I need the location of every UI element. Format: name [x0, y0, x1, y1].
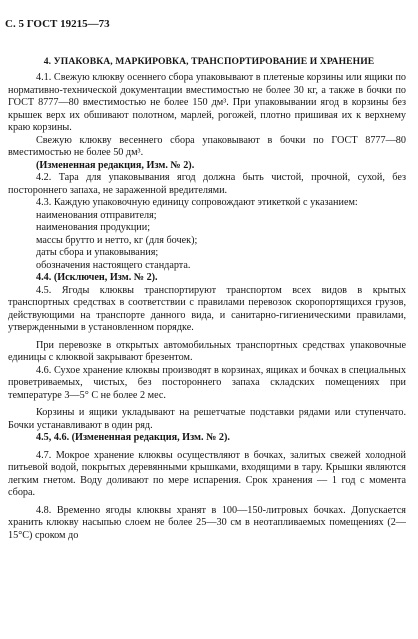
paragraph-4-2: 4.2. Тара для упаковывания ягод должна быть чистой, прочной, сухой, без постороннего запаха, не зараженной вредителями. — [8, 172, 406, 196]
document-body — [8, 72, 406, 542]
amendment-note-1: (Измененная редакция, Изм. № 2). — [36, 159, 195, 171]
list-item: наименования отправителя; — [36, 209, 157, 221]
paragraph-4-8: 4.8. Временно ягоды клюквы хранят в 100—150-литровых бочках. Допускается хранить клюкву насыпью слоем не более 25—30 см в неотапливаемых помещениях (2—15°С) сроком до — [8, 504, 406, 541]
paragraph-4-5-open-transport: При перевозке в открытых автомобильных транспортных средствах упаковочные единицы с клюквой закрывают брезентом. — [8, 339, 406, 363]
list-item: даты сбора и упаковывания; — [36, 247, 159, 258]
label-contents-list — [8, 210, 406, 273]
paragraph-4-4: 4.4. (Исключен, Изм. № 2). — [36, 272, 158, 283]
page-header: С. 5 ГОСТ 19215—73 — [5, 18, 110, 30]
list-item: массы брутто и нетто, кг (для бочек); — [36, 234, 198, 246]
paragraph-4-5: 4.5. Ягоды клюквы транспортируют транспортом всех видов в крытых транспортных средствах в соответствии с правилами перевозок скоропортящихся грузов, действующими на транспорте данного вида, и санитарно-гигиеническими правилами, утвержденными в установленном порядке. — [8, 284, 406, 333]
section-title: 4. УПАКОВКА, МАРКИРОВКА, ТРАНСПОРТИРОВАНИЕ И ХРАНЕНИЕ — [43, 56, 375, 67]
paragraph-4-3: 4.3. Каждую упаковочную единицу сопровождают этикеткой с указанием: — [36, 197, 358, 208]
paragraph-4-1: 4.1. Свежую клюкву осеннего сбора упаковывают в плетеные корзины или ящики по нормативно-технической документации вместимостью не более 30 кг, а также в бочки по ГОСТ 8777—80 вместимостью не более 150 дм³. При упаковывании ягод в корзины без крышек верх их обшивают полотном, марлей, рогожей, плотно пришивая их к верхнему краю корзины. — [8, 72, 406, 133]
paragraph-4-6-stacking: Корзины и ящики укладывают на решетчатые подставки рядами или ступенчато. Бочки устанавливают в один ряд. — [8, 407, 406, 431]
paragraph-4-7: 4.7. Мокрое хранение клюквы осуществляют в бочках, залитых свежей холодной питьевой водой, покрытых деревянными крышками, входящими в тару. Крышки являются легким гнетом. Воду доливают по мере испарения. Срок хранения — 1 год с момента сбора. — [8, 449, 406, 498]
paragraph-4-1-spring: Свежую клюкву весеннего сбора упаковывают в бочки по ГОСТ 8777—80 вместимостью не более 50 дм³. — [8, 134, 406, 158]
amendment-note-2: 4.5, 4.6. (Измененная редакция, Изм. № 2). — [36, 432, 230, 443]
list-item: наименования продукции; — [36, 222, 151, 233]
list-item: обозначения настоящего стандарта. — [36, 259, 191, 271]
paragraph-4-6: 4.6. Сухое хранение клюквы производят в корзинах, ящиках и бочках в специальных проветриваемых, чистых, без постороннего запаха складских помещениях при температуре 3—5° С не более 2 мес. — [8, 364, 406, 401]
